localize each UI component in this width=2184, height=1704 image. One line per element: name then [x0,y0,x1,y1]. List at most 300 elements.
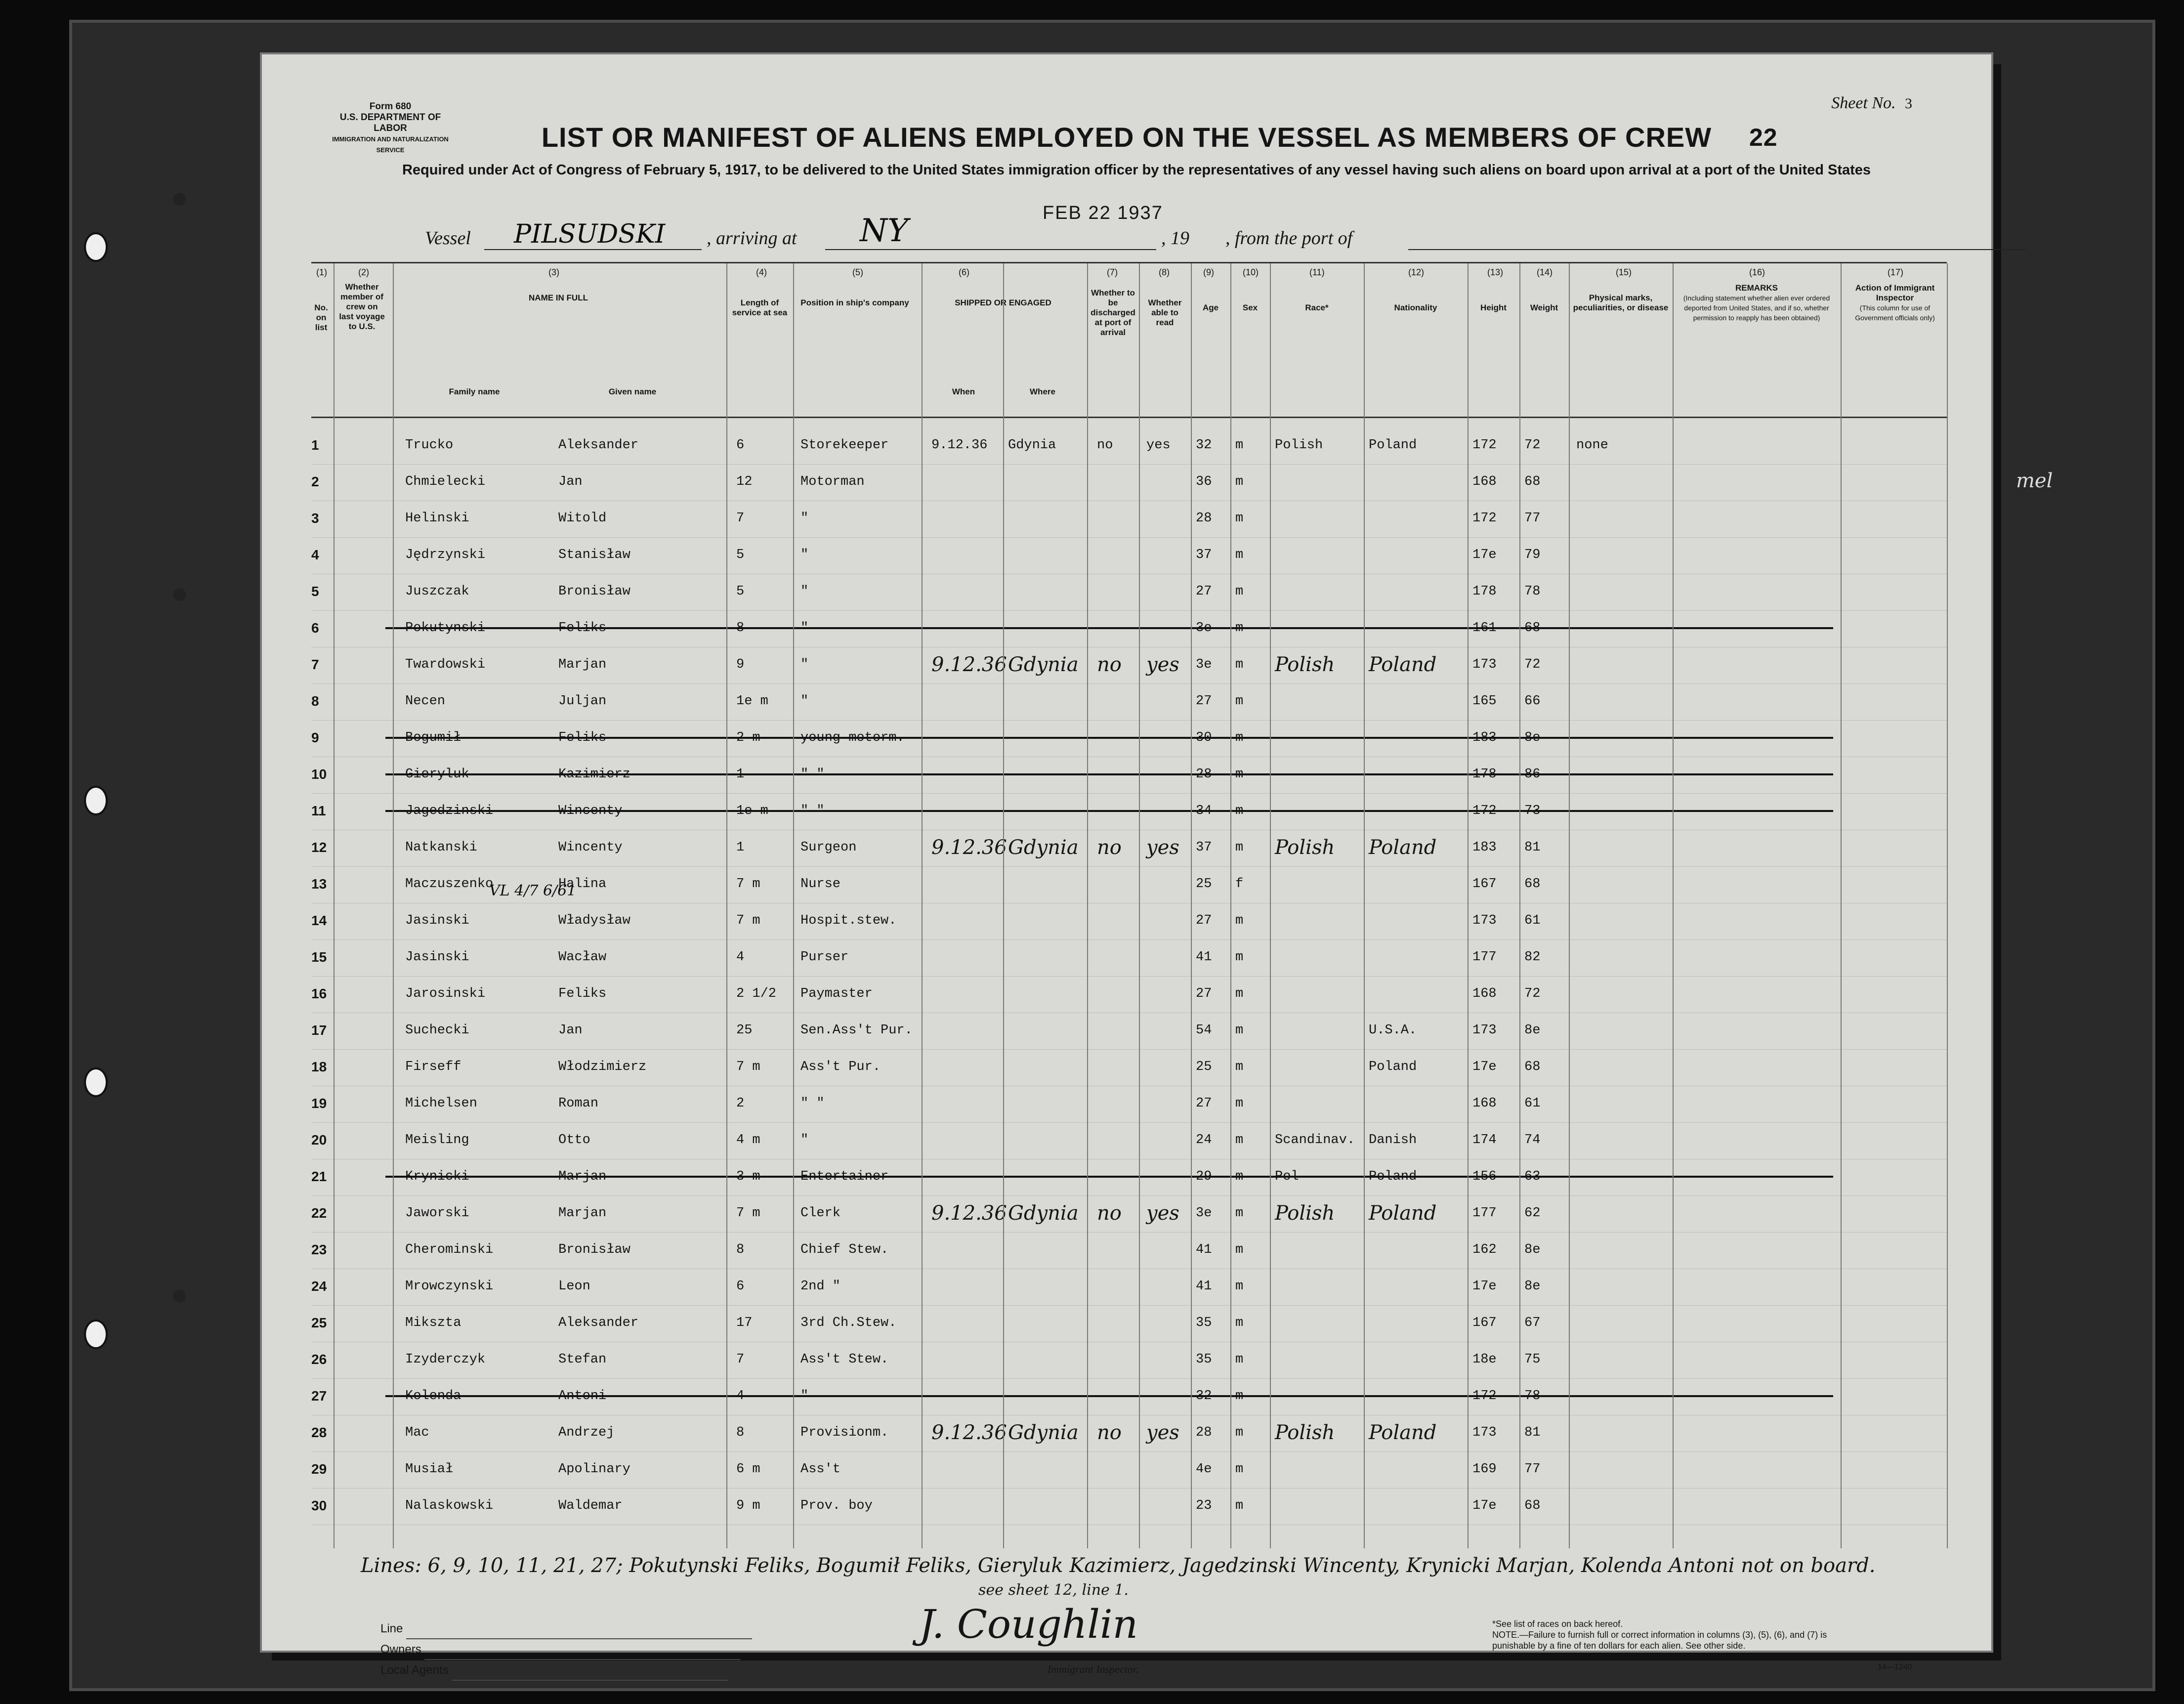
line-number: 16 [311,986,327,1001]
penalty-note: NOTE.—Failure to furnish full or correct information in columns (3), (5), (6), and (7) is punishable by a fine of ten dollars for each alien. See other side. [1492,1630,1827,1651]
arriving-port: NY [860,213,909,249]
cell-position: young motorm. [800,730,905,745]
cell-height: 17e [1472,548,1497,562]
cell-given: Bronisław [558,1242,630,1257]
vessel-name: PILSUDSKI [514,219,666,249]
column-divider [1087,263,1088,1548]
cell-weight: 73 [1524,804,1541,818]
cell-sex: m [1235,694,1244,709]
cell-family: Necen [405,694,446,709]
cell-age: 41 [1196,1279,1212,1294]
cell-height: 173 [1472,1023,1497,1038]
cell-height: 17e [1472,1060,1497,1074]
cell-height: 162 [1472,1242,1497,1257]
cell-weight: 68 [1524,877,1541,892]
cell-sex: m [1235,1389,1244,1404]
column-number: (16) [1749,267,1765,277]
cell-age: 23 [1196,1498,1212,1513]
cell-nationality: Poland [1369,1060,1417,1074]
cell-sex: m [1235,548,1244,562]
table-row [311,500,1947,538]
table-row [311,573,1947,611]
cell-discharged: no [1097,1421,1122,1444]
cell-age: 25 [1196,877,1212,892]
cell-age: 36 [1196,474,1212,489]
cell-where: Gdynia [1008,653,1079,676]
cell-sex: m [1235,1462,1244,1477]
cell-age: 41 [1196,1242,1212,1257]
cell-position: Paymaster [800,986,873,1001]
cell-position: 3rd Ch.Stew. [800,1316,897,1330]
cell-position: " " [800,767,825,782]
cell-given: Feliks [558,621,607,636]
cell-family: Jędrzynski [405,548,486,562]
cell-given: Otto [558,1133,590,1148]
column-divider [1270,263,1271,1548]
edge-handwriting-fragment: mel [2016,469,2053,492]
cell-service: 8 [736,621,745,636]
column-number: (12) [1408,267,1425,277]
col-head-sex: Sex [1242,303,1258,312]
cell-family: Suchecki [405,1023,469,1038]
strikethrough-line [385,773,1833,775]
cell-height: 172 [1472,438,1497,453]
cell-given: Witold [558,511,607,526]
cell-family: Helinski [405,511,469,526]
cell-service: 4 m [736,1133,760,1148]
cell-race: Pol [1275,1169,1299,1184]
cell-sex: m [1235,1133,1244,1148]
column-divider [1841,263,1842,1548]
see-sheet-note: see sheet 12, line 1. [978,1581,1129,1599]
cell-age: 37 [1196,548,1212,562]
cell-position: Sen.Ass't Pur. [800,1023,913,1038]
cell-age: 54 [1196,1023,1212,1038]
cell-weight: 81 [1524,1425,1541,1440]
cell-weight: 72 [1524,438,1541,453]
cell-sex: m [1235,1425,1244,1440]
table-row [311,609,1947,647]
cell-height: 168 [1472,986,1497,1001]
line-number: 22 [311,1205,327,1221]
cell-position: Surgeon [800,840,857,855]
column-number: (4) [756,267,767,277]
cell-weight: 77 [1524,1462,1541,1477]
col-head-length-service: Length of service at sea [732,298,788,317]
cell-age: 32 [1196,438,1212,453]
cell-sex: m [1235,511,1244,526]
cell-service: 2 [736,1096,745,1111]
cell-given: Waldemar [558,1498,623,1513]
cell-height: 167 [1472,877,1497,892]
remarks-subtitle: (Including statement whether alien ever ordered deported from United States, and if so, whether permission to reapply has been obtained) [1683,294,1830,322]
cell-read: yes [1146,836,1179,859]
cell-given: Bronisław [558,584,630,599]
cell-where: Gdynia [1008,1421,1079,1444]
col-head-nationality: Nationality [1394,303,1437,312]
line-number: 5 [311,584,319,599]
department-name: U.S. DEPARTMENT OF LABOR [339,112,441,133]
cell-family: Kolenda [405,1389,462,1404]
cell-sex: m [1235,621,1244,636]
column-divider [1569,263,1570,1548]
table-row [311,646,1947,684]
cell-age: 30 [1196,730,1212,745]
line-number: 10 [311,767,327,782]
line-number: 8 [311,693,319,709]
cell-family: Michelsen [405,1096,477,1111]
cell-family: Musiał [405,1462,454,1477]
cell-height: 172 [1472,1389,1497,1404]
col-head-height: Height [1480,303,1507,312]
cell-height: 173 [1472,657,1497,672]
service-name: IMMIGRATION AND NATURALIZATION SERVICE [332,135,449,154]
cell-race: Polish [1275,653,1335,676]
binder-rivet [173,1290,186,1303]
cell-position: Clerk [800,1206,841,1221]
cell-position: Chief Stew. [800,1242,889,1257]
cell-given: Feliks [558,986,607,1001]
column-divider [1673,263,1674,1548]
cell-weight: 61 [1524,913,1541,928]
line-number: 11 [311,803,326,818]
line-label: Line [380,1622,403,1635]
cell-height: 165 [1472,694,1497,709]
line-number: 2 [311,474,319,489]
arriving-label: , arriving at [707,228,797,249]
cell-family: Jaworski [405,1206,469,1221]
cell-age: 28 [1196,767,1212,782]
manifest-title: LIST OR MANIFEST OF ALIENS EMPLOYED ON THE VESSEL AS MEMBERS OF CREW [541,122,1712,153]
vessel-line [425,203,1858,252]
strikethrough-line [385,810,1833,812]
cell-service: 12 [736,474,753,489]
cell-height: 17e [1472,1279,1497,1294]
cell-given: Marjan [558,1206,607,1221]
table-row [311,1450,1947,1489]
cell-service: 9 [736,657,745,672]
cell-service: 6 m [736,1462,760,1477]
cell-where: Gdynia [1008,1202,1079,1225]
cell-height: 173 [1472,913,1497,928]
cell-service: 6 [736,1279,745,1294]
cell-service: 17 [736,1316,753,1330]
cell-age: 41 [1196,950,1212,965]
cell-age: 27 [1196,986,1212,1001]
cell-weight: 78 [1524,584,1541,599]
col-head-action [1843,283,1947,323]
handwritten-number: 22 [1749,124,1778,151]
cell-read: yes [1146,438,1171,453]
cell-position: Ass't Pur. [800,1060,881,1074]
margin-annotation: VL 4/7 6/61 [489,882,577,899]
cell-height: 156 [1472,1169,1497,1184]
cell-nationality: Poland [1369,653,1437,676]
table-row [311,756,1947,794]
col-head-weight: Weight [1530,303,1558,312]
cell-weight: 82 [1524,950,1541,965]
cell-age: 3e [1196,657,1212,672]
line-number: 19 [311,1096,327,1111]
line-number: 1 [311,437,319,453]
strikethrough-line [385,1395,1833,1397]
cell-service: 7 m [736,1206,760,1221]
column-divider [1947,263,1948,1548]
cell-family: Krynicki [405,1169,469,1184]
cell-sex: m [1235,1242,1244,1257]
binder-rivet [173,588,186,601]
cell-given: Stefan [558,1352,607,1367]
column-number: (1) [316,267,327,277]
cell-sex: m [1235,438,1244,453]
cell-family: Jarosinski [405,986,486,1001]
cell-age: 28 [1196,1425,1212,1440]
cell-family: Jasinski [405,950,469,965]
cell-given: Halina [558,877,607,892]
cell-position: " [800,1389,809,1404]
binder-hole [84,1320,108,1349]
table-row [311,792,1947,830]
line-number: 25 [311,1315,327,1330]
cell-family: Natkanski [405,840,477,855]
cell-weight: 81 [1524,840,1541,855]
cell-weight: 62 [1524,1206,1541,1221]
footer-notes [1492,1619,1858,1651]
cell-family: Firseff [405,1060,462,1074]
cell-family: Meisling [405,1133,469,1148]
cell-service: 7 [736,1352,745,1367]
table-row [311,1231,1947,1269]
table-row [311,1085,1947,1123]
cell-service: 1e m [736,804,768,818]
cell-age: 25 [1196,1060,1212,1074]
cell-position: 2nd " [800,1279,841,1294]
cell-race: Polish [1275,438,1323,453]
cell-position: " " [800,804,825,818]
cell-position: " [800,1133,809,1148]
line-number: 29 [311,1461,327,1477]
column-divider [1468,263,1469,1548]
line-number: 24 [311,1278,327,1294]
line-number: 4 [311,547,319,562]
cell-height: 161 [1472,621,1497,636]
table-row [311,975,1947,1013]
table-row [311,1414,1947,1452]
column-divider [1519,263,1520,1548]
cell-when: 9.12.36 [931,836,1007,859]
column-divider [726,263,727,1548]
cell-position: " [800,584,809,599]
inspector-label: Immigrant Inspector. [1048,1663,1139,1675]
cell-age: 27 [1196,584,1212,599]
cell-age: 35 [1196,1352,1212,1367]
cell-nationality: U.S.A. [1369,1023,1417,1038]
cell-height: 17e [1472,1498,1497,1513]
cell-sex: m [1235,840,1244,855]
cell-sex: m [1235,950,1244,965]
line-number: 27 [311,1388,327,1404]
cell-age: 37 [1196,840,1212,855]
cell-family: Mikszta [405,1316,462,1330]
column-divider [1230,263,1231,1548]
cell-height: 167 [1472,1316,1497,1330]
cell-given: Kazimierz [558,767,630,782]
cell-family: Twardowski [405,657,486,672]
cell-given: Stanisław [558,548,630,562]
cell-when: 9.12.36 [931,1202,1007,1225]
col-head-age: Age [1202,303,1219,312]
column-divider [1191,263,1192,1548]
cell-sex: m [1235,584,1244,599]
cell-weight: 61 [1524,1096,1541,1111]
column-number: (7) [1107,267,1118,277]
cell-when: 9.12.36 [931,438,988,453]
cell-given: Wacław [558,950,607,965]
cell-age: 3e [1196,621,1212,636]
cell-given: Marjan [558,1169,607,1184]
handwritten-footer-note: Lines: 6, 9, 10, 11, 21, 27; Pokutynski Feliks, Bogumił Feliks, Gieryluk Kazimierz, Jagedzinski Wincenty, Krynicki Marjan, Kolenda Antoni not on board. [361,1554,1876,1577]
cell-weight: 8e [1524,1023,1541,1038]
cell-weight: 68 [1524,1498,1541,1513]
cell-given: Feliks [558,730,607,745]
cell-age: 3e [1196,1206,1212,1221]
cell-race: Polish [1275,836,1335,859]
line-number: 26 [311,1352,327,1367]
col-head-where: Where [1030,387,1055,396]
cell-service: 2 1/2 [736,986,777,1001]
cell-weight: 75 [1524,1352,1541,1367]
cell-weight: 68 [1524,621,1541,636]
cell-family: Maczuszenko [405,877,494,892]
cell-weight: 74 [1524,1133,1541,1148]
column-number: (15) [1616,267,1632,277]
column-divider [1364,263,1365,1548]
cell-height: 178 [1472,584,1497,599]
strikethrough-line [385,627,1833,629]
cell-given: Roman [558,1096,599,1111]
cell-weight: 8e [1524,1279,1541,1294]
cell-marks: none [1576,438,1608,453]
cell-given: Apolinary [558,1462,630,1477]
cell-given: Aleksander [558,1316,639,1330]
column-divider [334,263,335,1548]
line-number: 18 [311,1059,327,1074]
line-number: 13 [311,876,327,892]
line-number: 28 [311,1425,327,1440]
date-stamp: FEB 22 1937 [1043,203,1163,223]
cell-height: 169 [1472,1462,1497,1477]
cell-where: Gdynia [1008,836,1079,859]
col-head-read: Whether able to read [1148,298,1182,327]
cell-given: Andrzej [558,1425,615,1440]
cell-discharged: no [1097,438,1113,453]
cell-age: 4e [1196,1462,1212,1477]
cell-family: Mrowczynski [405,1279,494,1294]
column-divider [393,263,394,1548]
cell-service: 1e m [736,694,768,709]
col-head-race: Race* [1305,303,1329,312]
column-number: (5) [852,267,863,277]
cell-service: 7 [736,511,745,526]
cell-height: 183 [1472,730,1497,745]
manifest-page [262,54,1991,1677]
column-number: (13) [1487,267,1504,277]
cell-service: 25 [736,1023,753,1038]
cell-service: 8 [736,1242,745,1257]
cell-position: Ass't Stew. [800,1352,889,1367]
cell-weight: 86 [1524,767,1541,782]
cell-age: 28 [1196,511,1212,526]
col-head-when: When [952,387,975,396]
cell-age: 27 [1196,1096,1212,1111]
col-head-given-name: Given name [608,387,657,396]
cell-height: 168 [1472,474,1497,489]
cell-nationality: Poland [1369,1421,1437,1444]
cell-position: Hospit.stew. [800,913,897,928]
cell-weight: 63 [1524,1169,1541,1184]
cell-position: Prov. boy [800,1498,873,1513]
cell-given: Leon [558,1279,590,1294]
cell-position: " [800,621,809,636]
cell-position: Ass't [800,1462,841,1477]
col-head-name: NAME IN FULL [529,293,588,302]
cell-when: 9.12.36 [931,1421,1007,1444]
cell-service: 1 [736,840,745,855]
cell-nationality: Poland [1369,1169,1417,1184]
table-row [311,463,1947,501]
cell-weight: 8e [1524,1242,1541,1257]
cell-height: 172 [1472,511,1497,526]
cell-service: 2 m [736,730,760,745]
table-row [311,1377,1947,1415]
cell-read: yes [1146,1202,1179,1225]
cell-discharged: no [1097,1202,1122,1225]
cell-weight: 78 [1524,1389,1541,1404]
column-divider [922,263,923,1548]
cell-race: Polish [1275,1202,1335,1225]
cell-sex: m [1235,474,1244,489]
cell-height: 177 [1472,1206,1497,1221]
line-number: 17 [311,1022,327,1038]
cell-nationality: Poland [1369,438,1417,453]
cell-weight: 79 [1524,548,1541,562]
cell-position: Nurse [800,877,841,892]
cell-family: Jagedzinski [405,804,494,818]
races-note: *See list of races on back hereof. [1492,1619,1623,1629]
cell-age: 34 [1196,804,1212,818]
cell-sex: m [1235,986,1244,1001]
cell-service: 6 [736,438,745,453]
cell-sex: m [1235,1169,1244,1184]
cell-position: " " [800,1096,825,1111]
cell-position: Provisionm. [800,1425,889,1440]
cell-age: 29 [1196,1169,1212,1184]
cell-given: Juljan [558,694,607,709]
cell-sex: m [1235,804,1244,818]
column-divider [1003,263,1004,1548]
cell-weight: 68 [1524,474,1541,489]
cell-position: " [800,511,809,526]
cell-sex: m [1235,1352,1244,1367]
column-divider [1139,263,1140,1548]
cell-family: Juszczak [405,584,469,599]
cell-service: 4 [736,1389,745,1404]
cell-sex: m [1235,657,1244,672]
line-number: 9 [311,730,319,745]
line-number: 23 [311,1242,327,1257]
cell-read: yes [1146,1421,1179,1444]
cell-sex: m [1235,730,1244,745]
